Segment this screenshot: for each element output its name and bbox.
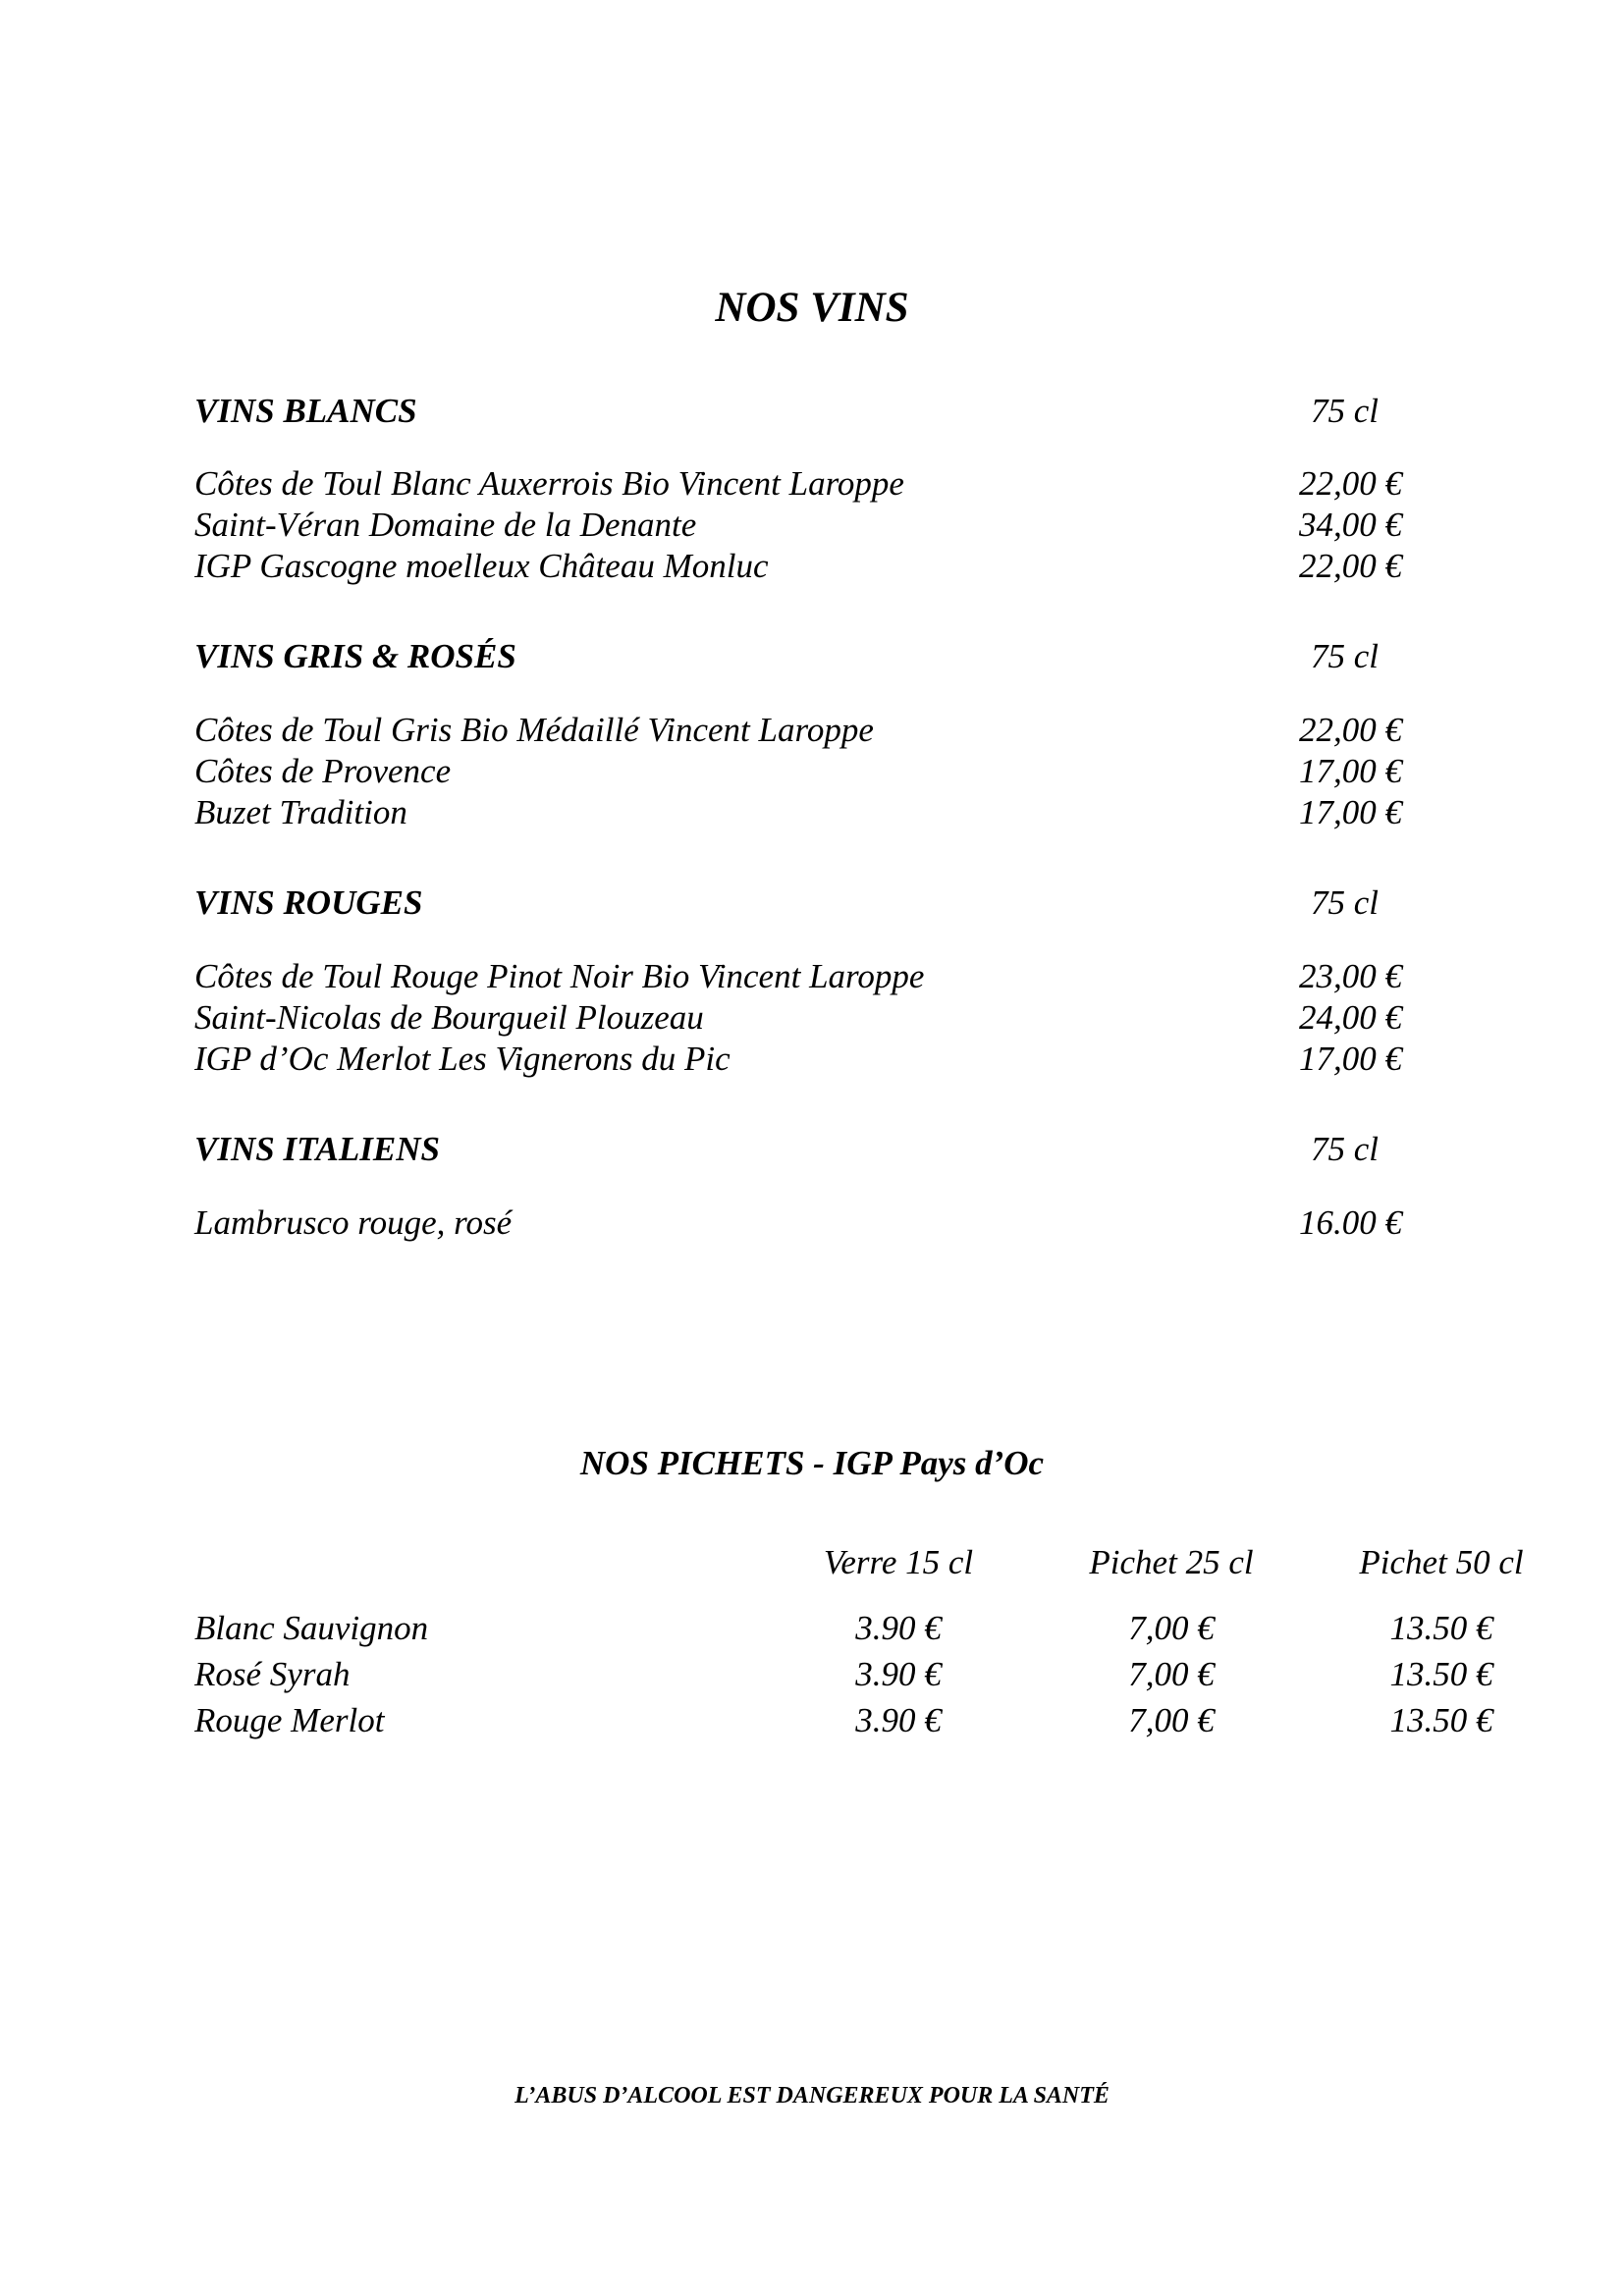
wine-price: 24,00 €: [1299, 998, 1402, 1037]
pichet-price: 7,00 €: [1128, 1701, 1215, 1739]
wine-row: [194, 546, 1402, 587]
section-header-vins-gris-roses: [194, 636, 1402, 677]
wine-row: [194, 792, 1402, 833]
section-title: VINS BLANCS: [194, 392, 417, 430]
section-header-vins-rouges: [194, 882, 1402, 924]
wine-name: Buzet Tradition: [194, 793, 407, 831]
pichet-price: 13.50 €: [1389, 1701, 1493, 1739]
section-title: VINS ITALIENS: [194, 1130, 440, 1168]
section-header-vins-blancs: [194, 391, 1402, 432]
wine-price: 23,00 €: [1299, 957, 1402, 995]
wine-name: Saint-Véran Domaine de la Denante: [194, 506, 697, 544]
wine-name: Côtes de Toul Rouge Pinot Noir Bio Vincent Laroppe: [194, 957, 925, 995]
wine-name: Côtes de Toul Gris Bio Médaillé Vincent Laroppe: [194, 711, 874, 749]
wine-row: [194, 997, 1402, 1039]
column-header: Pichet 50 cl: [1359, 1543, 1524, 1581]
section-unit: 75 cl: [1310, 1130, 1379, 1168]
wine-price: 17,00 €: [1299, 793, 1402, 831]
wine-price: 16.00 €: [1299, 1203, 1402, 1242]
wine-name: IGP Gascogne moelleux Château Monluc: [194, 547, 769, 585]
pichets-header-row: [194, 1542, 1524, 1583]
wine-row: [194, 751, 1402, 792]
pichet-name: Rosé Syrah: [194, 1655, 351, 1693]
wine-price: 22,00 €: [1299, 464, 1402, 503]
wine-name: Côtes de Provence: [194, 752, 452, 790]
wine-name: IGP d’Oc Merlot Les Vignerons du Pic: [194, 1040, 731, 1078]
pichet-price: 13.50 €: [1389, 1609, 1493, 1647]
pichet-name: Blanc Sauvignon: [194, 1609, 429, 1647]
pichet-row: [194, 1700, 1493, 1741]
section-title: VINS GRIS & ROSÉS: [194, 637, 516, 675]
column-header: Pichet 25 cl: [1089, 1543, 1254, 1581]
pichet-price: 3.90 €: [855, 1701, 942, 1739]
wine-price: 17,00 €: [1299, 752, 1402, 790]
wine-name: Lambrusco rouge, rosé: [194, 1203, 513, 1242]
wine-price: 17,00 €: [1299, 1040, 1402, 1078]
section-unit: 75 cl: [1310, 883, 1379, 922]
pichet-price: 7,00 €: [1128, 1609, 1215, 1647]
wine-name: Saint-Nicolas de Bourgueil Plouzeau: [194, 998, 704, 1037]
wine-row: [194, 1039, 1402, 1080]
wine-row: [194, 463, 1402, 505]
wine-row: [194, 505, 1402, 546]
wine-price: 22,00 €: [1299, 547, 1402, 585]
pichet-price: 3.90 €: [855, 1609, 942, 1647]
pichet-price: 7,00 €: [1128, 1655, 1215, 1693]
health-warning: L’ABUS D’ALCOOL EST DANGEREUX POUR LA SANTÉ: [514, 2083, 1110, 2109]
pichet-name: Rouge Merlot: [194, 1701, 385, 1739]
wine-price: 22,00 €: [1299, 711, 1402, 749]
wine-price: 34,00 €: [1299, 506, 1402, 544]
wine-row: [194, 956, 1402, 997]
pichet-price: 3.90 €: [855, 1655, 942, 1693]
pichet-row: [194, 1654, 1493, 1695]
wine-row: [194, 1202, 1402, 1244]
pichet-price: 13.50 €: [1389, 1655, 1493, 1693]
page-title: NOS VINS: [715, 285, 909, 331]
section-unit: 75 cl: [1310, 392, 1379, 430]
pichets-title: NOS PICHETS - IGP Pays d’Oc: [579, 1444, 1045, 1482]
pichet-row: [194, 1608, 1493, 1649]
section-title: VINS ROUGES: [194, 883, 423, 922]
wine-name: Côtes de Toul Blanc Auxerrois Bio Vincent Laroppe: [194, 464, 904, 503]
wine-row: [194, 710, 1402, 751]
column-header: Verre 15 cl: [823, 1543, 974, 1581]
section-unit: 75 cl: [1310, 637, 1379, 675]
section-header-vins-italiens: [194, 1129, 1402, 1170]
